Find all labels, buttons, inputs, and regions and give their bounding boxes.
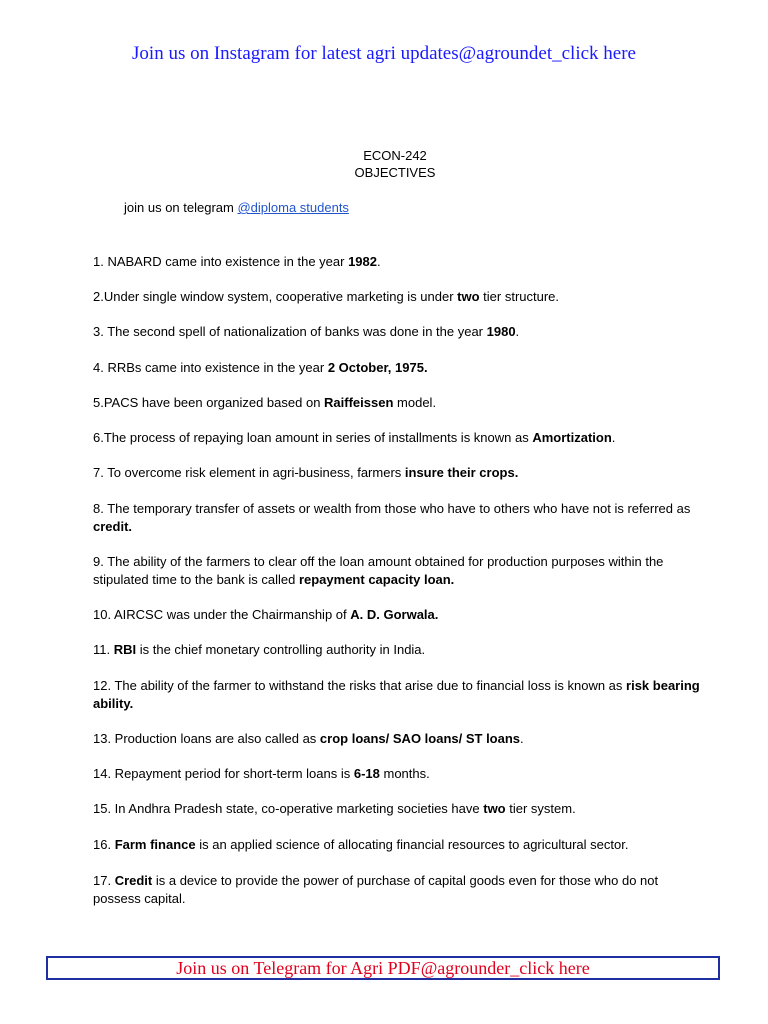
list-item: 12. The ability of the farmer to withstand the risks that arise due to financial loss is known as risk bearing ability. [93,678,700,711]
list-item: 10. AIRCSC was under the Chairmanship of A. D. Gorwala. [93,607,439,622]
list-item: 2.Under single window system, cooperative marketing is under two tier structure. [93,289,560,304]
item-answer: Amortization [532,430,612,445]
list-item: 7. To overcome risk element in agri-business, farmers insure their crops. [93,465,519,480]
section-title: OBJECTIVES [354,165,436,180]
list-item: 9. The ability of the farmers to clear off the loan amount obtained for production purposes within the stipulated time to the bank is called repayment capacity loan. [93,554,664,587]
telegram-prefix: join us on telegram [124,200,238,215]
item-answer: Credit [114,873,153,888]
list-item: 13. Production loans are also called as crop loans/ SAO loans/ ST loans. [93,731,524,746]
list-item: 4. RRBs came into existence in the year 2 October, 1975. [93,360,428,375]
telegram-link[interactable]: @diploma students [237,200,349,215]
item-answer: Farm finance [114,837,196,852]
course-code: ECON-242 [363,148,427,163]
item-answer: insure their crops. [404,465,519,480]
list-item: 16. Farm finance is an applied science of allocating financial resources to agricultural sector. [93,837,629,852]
list-item: 8. The temporary transfer of assets or wealth from those who have to others who have not is referred as credit. [93,501,691,534]
list-item: 15. In Andhra Pradesh state, co-operative marketing societies have two tier system. [93,801,576,816]
list-item: 1. NABARD came into existence in the year 1982. [93,254,381,269]
item-answer: 1982 [348,254,377,269]
item-answer: 1980 [486,324,516,339]
item-answer: two [457,289,480,304]
item-answer: 6-18 [353,766,380,781]
list-item: 11. RBI is the chief monetary controlling authority in India. [93,642,426,657]
item-answer: two [483,801,506,816]
item-answer: 2 October, 1975. [327,360,428,375]
list-item: 6.The process of repaying loan amount in series of installments is known as Amortization. [93,430,616,445]
telegram-banner-link[interactable]: Join us on Telegram for Agri PDF@agrounder_click here [46,956,720,980]
list-item: 17. Credit is a device to provide the power of purchase of capital goods even for those who do not possess capital. [93,873,659,906]
list-item: 3. The second spell of nationalization of banks was done in the year 1980. [93,324,520,339]
list-item: 5.PACS have been organized based on Raiffeissen model. [93,395,437,410]
item-answer: Raiffeissen [324,395,394,410]
instagram-banner-link[interactable]: Join us on Instagram for latest agri updates@agroundet_click here [132,43,636,64]
item-answer: A. D. Gorwala. [350,607,439,622]
item-answer: repayment capacity loan. [298,572,455,587]
item-answer: risk bearing ability. [93,678,700,711]
item-answer: crop loans/ SAO loans/ ST loans [319,731,521,746]
list-item: 14. Repayment period for short-term loans is 6-18 months. [93,766,430,781]
telegram-line [124,200,349,216]
item-answer: credit. [93,519,133,534]
item-answer: RBI [113,642,137,657]
